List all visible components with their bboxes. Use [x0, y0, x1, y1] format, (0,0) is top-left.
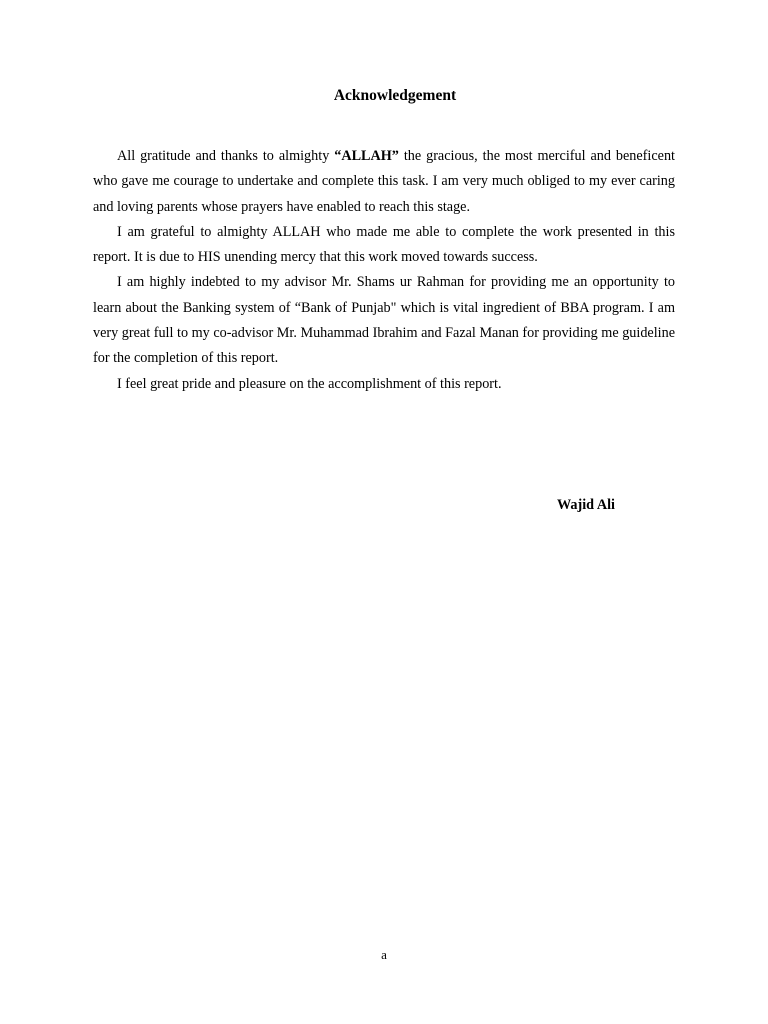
paragraph-text: the gracious, the most merciful and beneficent who gave me courage to undertake and complete this task. I am very much obliged to my ever caring and loving parents whose prayers have enabled to reach this stage.: [93, 148, 675, 215]
paragraph-advisors: I am highly indebted to my advisor Mr. Shams ur Rahman for providing me an opportunity to learn about the Banking system of “Bank of Punjab" which is vital ingredient of BBA program. I am very great full to my co-advisor Mr. Muhammad Ibrahim and Fazal Manan for providing me guideline for the completion of this report.: [93, 274, 675, 367]
emphasis-allah: “ALLAH”: [334, 148, 399, 164]
paragraph-grateful: I am grateful to almighty ALLAH who made me able to complete the work presented in this report. It is due to HIS unending mercy that this work moved towards success.: [93, 223, 675, 266]
page-title: Acknowledgement: [333, 87, 457, 104]
paragraph-text: All gratitude and thanks to almighty: [117, 148, 335, 164]
paragraph-pride: I feel great pride and pleasure on the accomplishment of this report.: [117, 375, 502, 392]
acknowledgement-body: [93, 144, 675, 397]
page-number: a: [381, 947, 387, 962]
paragraph-gratitude: [93, 144, 675, 220]
signature: Wajid Ali: [557, 497, 615, 513]
